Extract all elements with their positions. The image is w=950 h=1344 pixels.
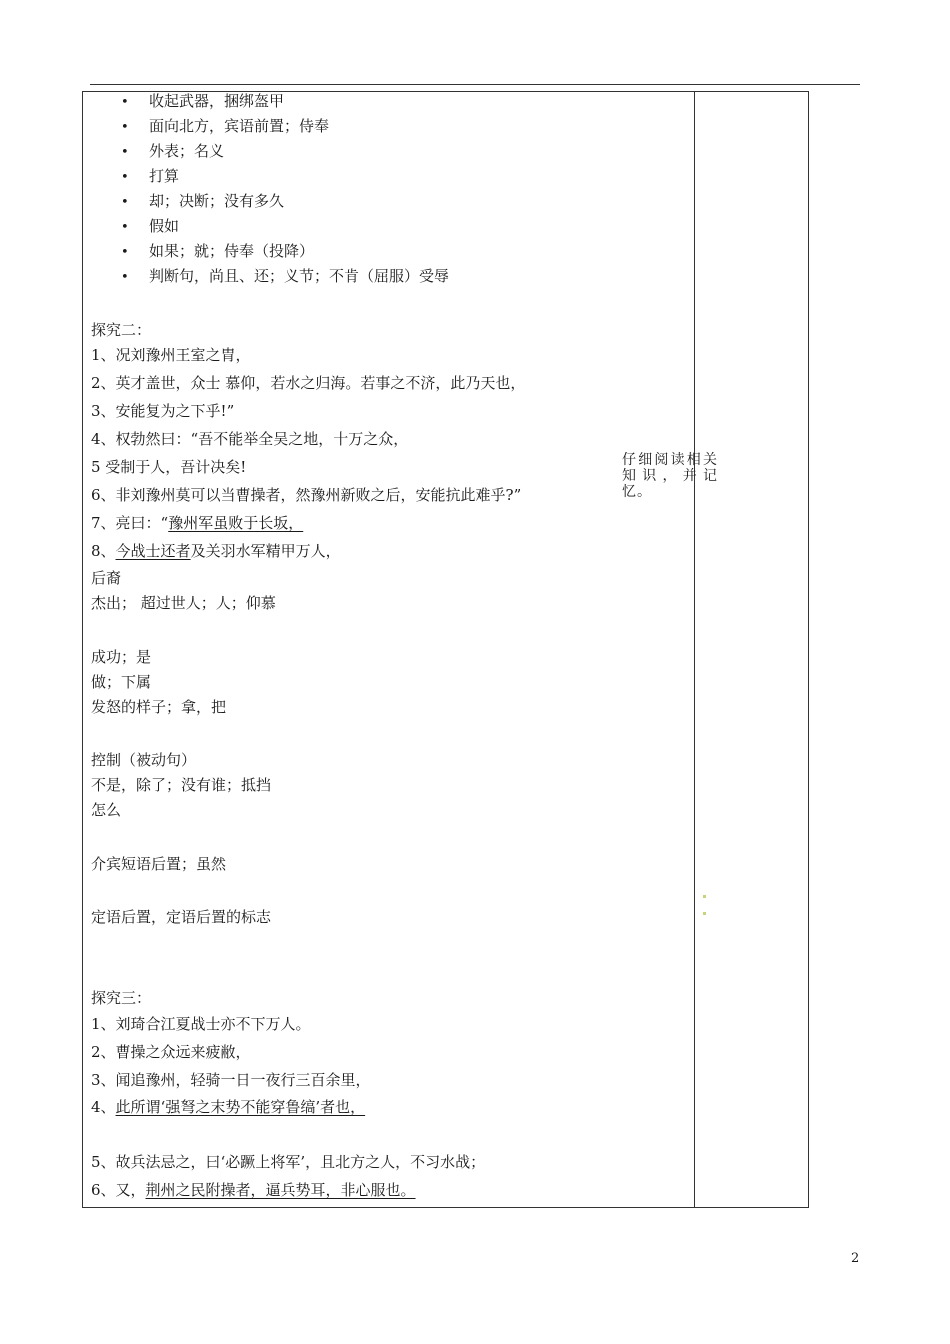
underlined-phrase: 荆州之民附操者，逼兵势耳，非心服也。 xyxy=(145,1181,416,1199)
bullet-icon: • xyxy=(121,220,129,235)
text-line: 5 受制于人，吾计决矣! xyxy=(91,458,247,476)
text-line: 1、刘琦合江夏战士亦不下万人。 xyxy=(91,1015,311,1033)
bullet-icon: • xyxy=(121,120,129,135)
text-line: 8、今战士还者及关羽水军精甲万人， xyxy=(91,542,341,560)
note-line: 控制（被动句） xyxy=(91,751,197,769)
text-line: 4、此所谓‘强弩之末势不能穿鲁缟’者也， xyxy=(91,1098,366,1116)
text-line: 2、曹操之众远来疲敝， xyxy=(91,1043,251,1061)
lesson-table xyxy=(82,91,809,1208)
note-line: 杰出； 超过世人；人；仰慕 xyxy=(91,594,276,612)
note-line: 介宾短语后置；虽然 xyxy=(91,855,227,873)
section-heading: 探究二： xyxy=(91,321,152,339)
note-line: 怎么 xyxy=(91,801,122,819)
text-line: 7、亮曰：“豫州军虽败于长坂， xyxy=(91,514,304,532)
text-line: 3、闻追豫州，轻骑一日一夜行三百余里， xyxy=(91,1071,371,1089)
speck-mark xyxy=(703,895,706,898)
bullet-icon: • xyxy=(121,170,129,185)
list-item: • 收起武器，捆绑盔甲 xyxy=(121,92,285,110)
text-line: 1、况刘豫州王室之胄， xyxy=(91,346,251,364)
page-number: 2 xyxy=(851,1251,860,1266)
text-line: 2、英才盖世，众士 慕仰，若水之归海。若事之不济，此乃天也， xyxy=(91,374,526,392)
speck-mark xyxy=(703,912,706,915)
column-divider xyxy=(694,92,695,1207)
list-item: • 面向北方，宾语前置；侍奉 xyxy=(121,117,330,135)
note-line: 后裔 xyxy=(91,569,122,587)
underlined-phrase: 此所谓‘强弩之末势不能穿鲁缟’者也， xyxy=(115,1098,366,1116)
bullet-icon: • xyxy=(121,95,129,110)
underlined-phrase: 今战士还者 xyxy=(115,542,191,560)
underlined-phrase: 豫州军虽败于长坂， xyxy=(168,514,304,532)
bullet-icon: • xyxy=(121,245,129,260)
text-line: 5、故兵法忌之，曰‘必蹶上将军’，且北方之人，不习水战； xyxy=(91,1153,486,1171)
note-line: 发怒的样子；拿，把 xyxy=(91,698,227,716)
note-line: 不是，除了；没有谁；抵挡 xyxy=(91,776,272,794)
side-note: 仔细阅读相关知识，并记忆。 xyxy=(622,452,718,500)
bullet-icon: • xyxy=(121,145,129,160)
bullet-icon: • xyxy=(121,195,129,210)
bullet-icon: • xyxy=(121,270,129,285)
list-item: • 假如 xyxy=(121,217,180,235)
list-item: • 打算 xyxy=(121,167,180,185)
text-line: 6、非刘豫州莫可以当曹操者，然豫州新败之后，安能抗此难乎?” xyxy=(91,486,522,504)
list-item: • 如果；就；侍奉（投降） xyxy=(121,242,315,260)
note-line: 做；下属 xyxy=(91,673,152,691)
note-line: 定语后置，定语后置的标志 xyxy=(91,908,272,926)
list-item: • 却；决断；没有多久 xyxy=(121,192,285,210)
note-line: 成功；是 xyxy=(91,648,152,666)
list-item: • 判断句，尚且、还；义节；不肯（屈服）受辱 xyxy=(121,267,450,285)
text-line: 4、权勃然曰：“吾不能举全吴之地，十万之众， xyxy=(91,430,409,448)
section-heading: 探究三： xyxy=(91,989,152,1007)
text-line: 6、又，荆州之民附操者，逼兵势耳，非心服也。 xyxy=(91,1181,416,1199)
text-line: 3、安能复为之下乎!” xyxy=(91,402,235,420)
header-rule xyxy=(90,84,860,85)
list-item: • 外表；名义 xyxy=(121,142,225,160)
